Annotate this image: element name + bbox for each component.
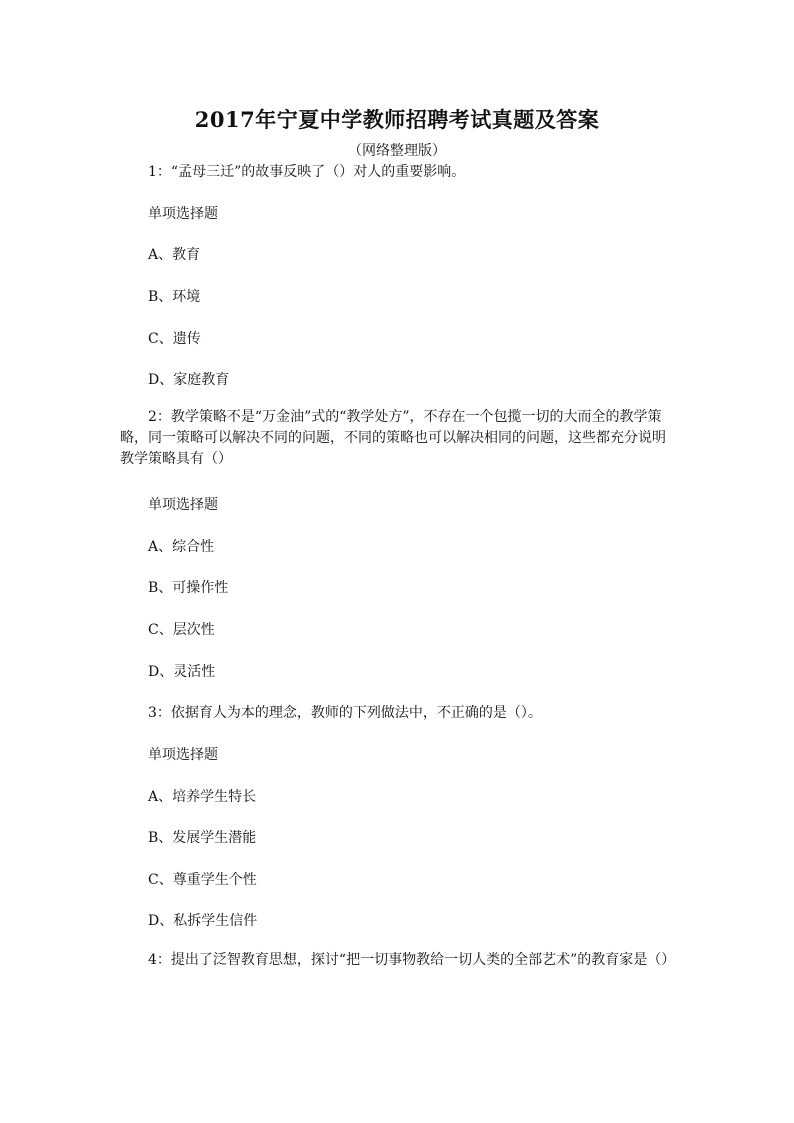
question-4-stem: 4：提出了泛智教育思想，探讨“把一切事物教给一切人类的全部艺术”的教育家是（） [148, 952, 676, 968]
question-3-option-d: D、私拆学生信件 [148, 913, 258, 929]
question-3-stem: 3：依据育人为本的理念，教师的下列做法中，不正确的是（）。 [148, 705, 542, 721]
question-1-option-d: D、家庭教育 [148, 372, 230, 388]
question-2-option-b: B、可操作性 [148, 580, 229, 596]
question-2-option-a: A、综合性 [148, 539, 215, 555]
question-3-option-b: B、发展学生潜能 [148, 830, 257, 846]
question-2-type: 单项选择题 [148, 497, 218, 513]
page-title: 2017年宁夏中学教师招聘考试真题及答案 [194, 107, 600, 132]
question-1-stem: 1：“孟母三迁”的故事反映了（）对人的重要影响。 [148, 164, 466, 180]
question-3-option-a: A、培养学生特长 [148, 789, 257, 805]
question-3-type: 单项选择题 [148, 747, 218, 763]
question-1-type: 单项选择题 [148, 206, 218, 222]
question-2-stem: 2：教学策略不是“万金油”式的“教学处方”，不存在一个包揽一切的大而全的教学策略，同一策略可以解决不同的问题，不同的策略也可以解决相同的问题，这些都充分说明教学策略具有（） [120, 409, 666, 467]
page-subtitle: （网络整理版） [348, 143, 446, 159]
question-2-option-c: C、层次性 [148, 622, 215, 638]
question-1-option-c: C、遗传 [148, 331, 201, 347]
question-1-option-a: A、教育 [148, 247, 201, 263]
question-1-option-b: B、环境 [148, 289, 201, 305]
question-2-option-d: D、灵活性 [148, 664, 216, 680]
question-3-option-c: C、尊重学生个性 [148, 872, 257, 888]
